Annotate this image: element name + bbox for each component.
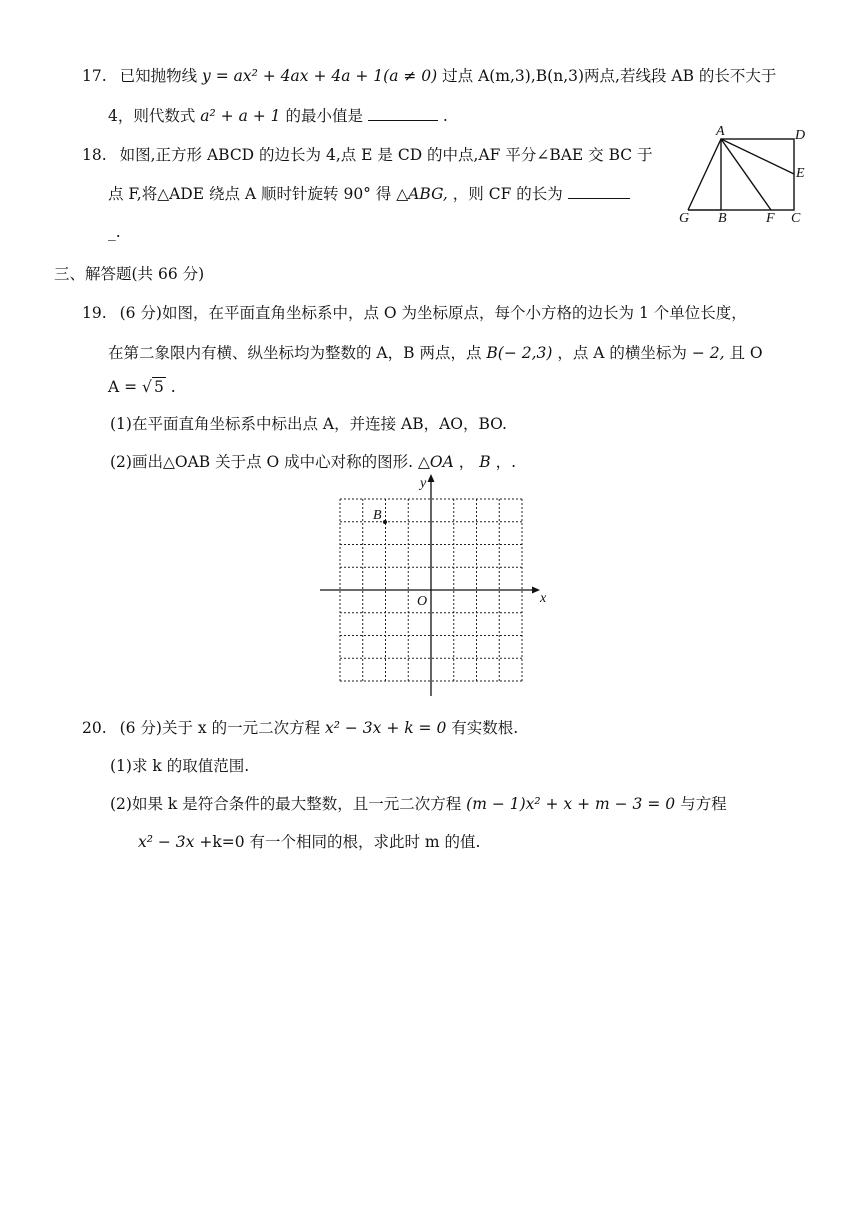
label-b: B	[718, 211, 727, 224]
origin-label: O	[417, 594, 428, 609]
segment-ag	[688, 139, 721, 210]
question-20-number: 20.	[82, 719, 107, 737]
question-19-line2-a: 在第二象限内有横、纵坐标均为整数的 A，B 两点，点	[108, 344, 487, 362]
question-19-line2-b: ，点 A 的横坐标为	[557, 344, 692, 362]
question-19-point-b: B(− 2,3)	[486, 344, 553, 362]
y-axis-arrow	[428, 474, 435, 482]
question-19-line3-end: .	[170, 378, 176, 396]
question-20-part-2	[110, 794, 727, 814]
question-19-part2-a: (2)画出△OAB 关于点 O 成中心对称的图形.	[110, 453, 419, 471]
label-g: G	[679, 211, 690, 224]
question-19-line1-text: (6 分)如图，在平面直角坐标系中，点 O 为坐标原点，每个小方格的边长为 1 个单位长度，	[119, 304, 747, 322]
question-19-line3-a: A	[108, 378, 125, 396]
question-20-part2-equation: (m − 1)x² + x + m − 3 = 0	[466, 795, 676, 813]
point-b-dot	[383, 520, 387, 524]
question-20-part-2-line-2	[138, 832, 480, 852]
sqrt-radicand: 5	[153, 378, 164, 396]
question-18-line2-a: 点 F,将△ADE 绕点 A 顺时针旋转 90° 得	[108, 185, 397, 203]
question-17-text-b: 过点 A(m,3),B(n,3)两点,若线段 AB 的长不大于	[442, 67, 777, 85]
label-e: E	[796, 166, 805, 181]
question-19-part2-math: △OA	[418, 453, 454, 471]
x-axis-label: x	[540, 591, 547, 606]
question-17-formula-2: a² + a + 1	[200, 107, 281, 125]
question-20-part2-line2-rest: +k=0 有一个相同的根，求此时 m 的值.	[199, 833, 481, 851]
question-17-line-2	[108, 106, 448, 126]
square-abcd-figure	[676, 124, 811, 224]
question-19-part-2	[110, 452, 516, 472]
x-axis-arrow	[532, 587, 540, 594]
question-19-x-coordinate: − 2,	[691, 344, 725, 362]
point-b-label: B	[373, 508, 382, 523]
question-19-line-2	[108, 343, 763, 363]
question-19-line2-c: 且 O	[729, 344, 763, 362]
question-17-line2-b: 的最小值是	[285, 107, 363, 125]
question-18-line1-text: 如图,正方形 ABCD 的边长为 4,点 E 是 CD 的中点,AF 平分∠BAE 交 BC 于	[119, 146, 653, 164]
question-20-line1-a: (6 分)关于 x 的一元二次方程	[119, 719, 325, 737]
coordinate-grid	[318, 474, 548, 700]
question-20-line-1	[82, 718, 518, 738]
question-18-line2-math: △ABG,	[396, 185, 448, 203]
question-18-line-3	[108, 222, 121, 242]
label-a: A	[716, 124, 725, 139]
segment-af	[721, 139, 771, 210]
segment-ae	[721, 139, 794, 174]
label-f: F	[766, 211, 775, 224]
question-20-equation: x² − 3x + k = 0	[325, 719, 447, 737]
question-17-line2-end: .	[442, 107, 448, 125]
question-20-part2-line2-math: x² − 3x	[138, 833, 195, 851]
question-17-number: 17.	[82, 67, 107, 85]
sqrt-5: √ 5	[142, 378, 164, 396]
question-18-line3-text: _.	[108, 223, 121, 241]
question-19-line-1	[82, 303, 747, 323]
y-axis-label: y	[420, 476, 427, 491]
question-18-line-2	[108, 184, 630, 204]
question-19-line-3	[108, 377, 176, 397]
question-17-line2-a: 4，则代数式	[108, 107, 201, 125]
question-19-part-1: (1)在平面直角坐标系中标出点 A，并连接 AB，AO，BO.	[110, 415, 507, 433]
question-20-part-1: (1)求 k 的取值范围.	[110, 757, 250, 775]
question-17-text-a: 已知抛物线	[119, 67, 203, 85]
axes	[320, 478, 536, 696]
question-19-part2-b: ，	[458, 453, 475, 471]
question-19-part2-math2: B	[479, 453, 491, 471]
question-18-answer-blank[interactable]	[568, 184, 630, 199]
question-20-part2-a: (2)如果 k 是符合条件的最大整数，且一元二次方程	[110, 795, 467, 813]
square-abcd	[721, 139, 794, 210]
question-19-number: 19.	[82, 304, 107, 322]
label-d: D	[795, 128, 806, 143]
label-c: C	[791, 211, 801, 224]
question-19-part2-c: ，.	[495, 453, 516, 471]
question-18-number: 18.	[82, 146, 107, 164]
section-3-heading: 三、解答题(共 66 分)	[54, 265, 205, 283]
question-17-answer-blank[interactable]	[368, 106, 438, 121]
question-18-line-1	[82, 145, 653, 165]
question-17-formula: y = ax² + 4ax + 4a + 1(a ≠ 0)	[202, 67, 438, 85]
question-20-part2-b: 与方程	[680, 795, 727, 813]
question-18-line2-b: ，则 CF 的长为	[452, 185, 563, 203]
question-17-line-1	[82, 66, 776, 86]
question-19-equals: =	[124, 378, 143, 396]
question-20-line1-b: 有实数根.	[451, 719, 519, 737]
